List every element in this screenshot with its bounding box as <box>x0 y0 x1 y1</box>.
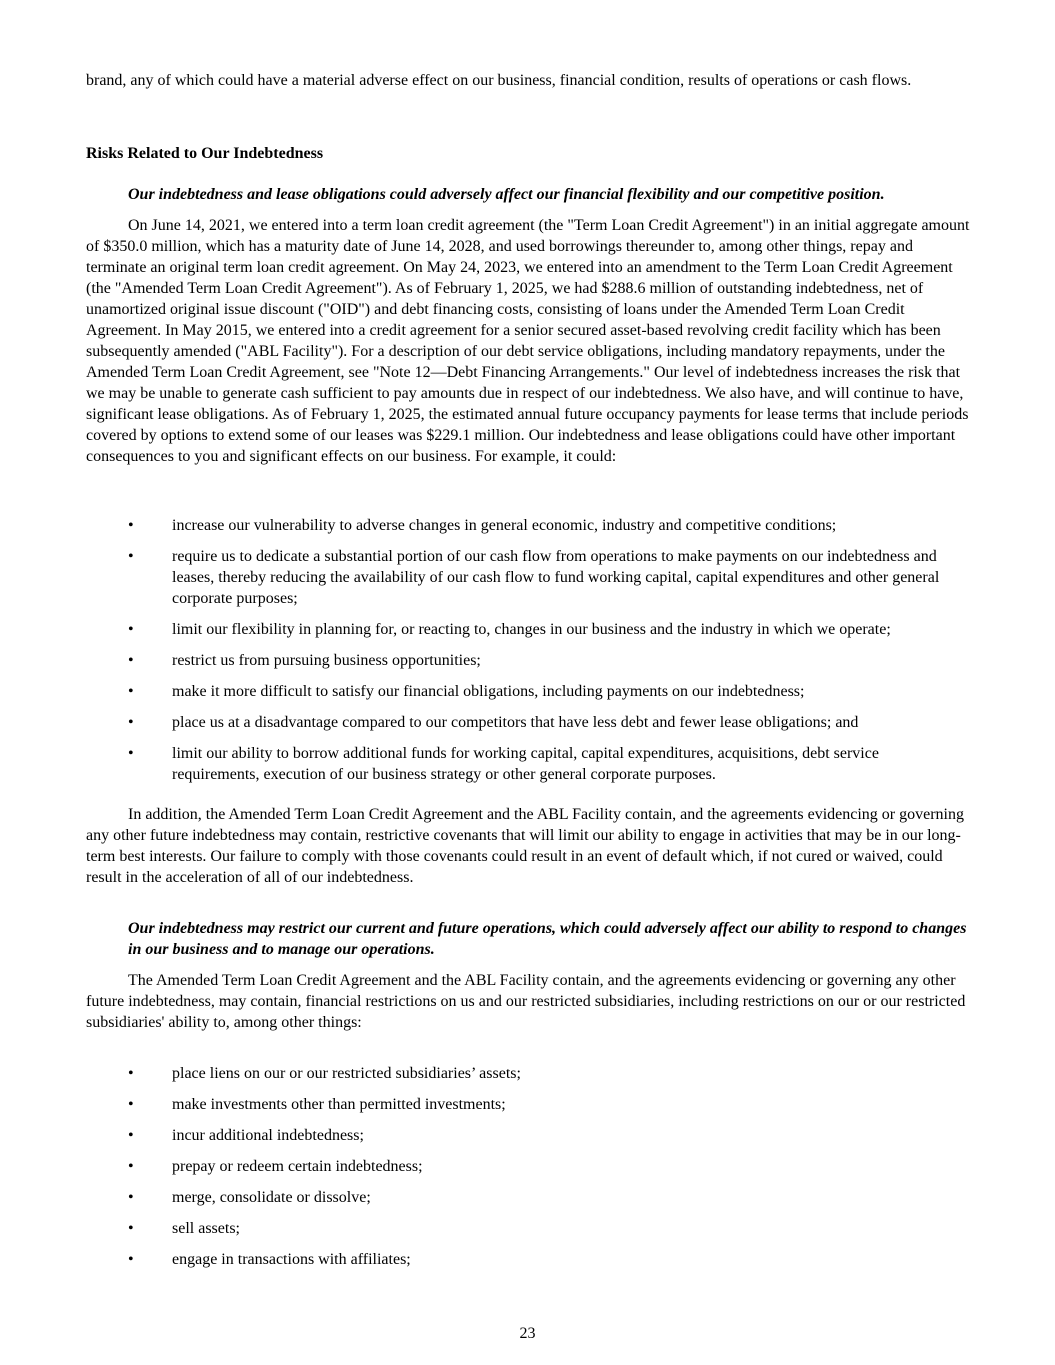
bullet-icon: • <box>128 1251 134 1268</box>
list-item <box>86 1156 970 1177</box>
risk2-bullet-list <box>86 1063 970 1280</box>
risk2-title: Our indebtedness may restrict our current and future operations, which could adversely affect our ability to respond to changes in our business and to manage our operations. <box>128 920 967 958</box>
list-item-text: engage in transactions with affiliates; <box>172 1251 411 1268</box>
risk1-paragraph1: On June 14, 2021, we entered into a term loan credit agreement (the "Term Loan Credit Agreement") in an initial aggregate amount of $350.0 million, which has a maturity date of June 14, 2028, and used borrowings thereunder to, among other things, repay and terminate an original term loan credit agreement. On May 24, 2023, we entered into an amendment to the Term Loan Credit Agreement (the "Amended Term Loan Credit Agreement"). As of February 1, 2025, we had $288.6 million of outstanding indebtedness, net of unamortized original issue discount ("OID") and debt financing costs, consisting of loans under the Amended Term Loan Credit Agreement. In May 2015, we entered into a credit agreement for a senior secured asset-based revolving credit facility which has been subsequently amended ("ABL Facility"). For a description of our debt service obligations, including mandatory repayments, under the Amended Term Loan Credit Agreement, see "Note 12—Debt Financing Arrangements." Our level of indebtedness increases the risk that we may be unable to generate cash sufficient to pay amounts due in respect of our indebtedness. We also have, and will continue to have, significant lease obligations. As of February 1, 2025, the estimated annual future occupancy payments for lease terms that include periods covered by options to extend some of our leases was $229.1 million. Our indebtedness and lease obligations could have other important consequences to you and significant effects on our business. For example, it could: <box>86 217 970 465</box>
list-item <box>86 619 970 640</box>
list-item-text: make it more difficult to satisfy our financial obligations, including payments on our indebtedness; <box>172 683 805 700</box>
list-item <box>86 1125 970 1146</box>
bullet-icon: • <box>128 1096 134 1113</box>
list-item <box>86 515 970 536</box>
section-heading: Risks Related to Our Indebtedness <box>86 145 324 162</box>
bullet-icon: • <box>128 621 134 638</box>
list-item-text: merge, consolidate or dissolve; <box>172 1189 371 1206</box>
bullet-icon: • <box>128 1065 134 1082</box>
list-item <box>86 1218 970 1239</box>
list-item <box>86 712 970 733</box>
bullet-icon: • <box>128 745 134 762</box>
bullet-icon: • <box>128 1127 134 1144</box>
list-item-text: place us at a disadvantage compared to our competitors that have less debt and fewer lease obligations; and <box>172 714 859 731</box>
risk1-paragraph2: In addition, the Amended Term Loan Credit Agreement and the ABL Facility contain, and the agreements evidencing or governing any other future indebtedness may contain, restrictive covenants that will limit our ability to engage in activities that may be in our long-term best interests. Our failure to comply with those covenants could result in an event of default which, if not cured or waived, could result in the acceleration of all of our indebtedness. <box>86 806 964 886</box>
list-item-text: require us to dedicate a substantial portion of our cash flow from operations to make payments on our indebtedness and leases, thereby reducing the availability of our cash flow to fund working capital, capital expenditures and other general corporate purposes; <box>172 548 940 607</box>
list-item-text: incur additional indebtedness; <box>172 1127 364 1144</box>
bullet-icon: • <box>128 714 134 731</box>
list-item-text: restrict us from pursuing business opportunities; <box>172 652 481 669</box>
list-item <box>86 1249 970 1270</box>
continuation-paragraph: brand, any of which could have a material adverse effect on our business, financial condition, results of operations or cash flows. <box>86 72 912 89</box>
bullet-icon: • <box>128 517 134 534</box>
list-item-text: sell assets; <box>172 1220 240 1237</box>
list-item <box>86 1094 970 1115</box>
list-item <box>86 546 970 609</box>
list-item-text: place liens on our or our restricted subsidiaries’ assets; <box>172 1065 521 1082</box>
list-item-text: limit our ability to borrow additional funds for working capital, capital expenditures, acquisitions, debt service requirements, execution of our business strategy or other general corporate purposes. <box>172 745 879 783</box>
list-item <box>86 1063 970 1084</box>
bullet-icon: • <box>128 652 134 669</box>
risk2-paragraph1: The Amended Term Loan Credit Agreement and the ABL Facility contain, and the agreements evidencing or governing any other future indebtedness, may contain, financial restrictions on us and our restricted subsidiaries, including restrictions on our or our restricted subsidiaries' ability to, among other things: <box>86 972 966 1031</box>
risk1-title: Our indebtedness and lease obligations could adversely affect our financial flexibility and our competitive position. <box>128 186 885 203</box>
list-item <box>86 681 970 702</box>
list-item-text: prepay or redeem certain indebtedness; <box>172 1158 423 1175</box>
list-item-text: increase our vulnerability to adverse changes in general economic, industry and competitive conditions; <box>172 517 837 534</box>
bullet-icon: • <box>128 548 134 565</box>
bullet-icon: • <box>128 1220 134 1237</box>
list-item-text: limit our flexibility in planning for, or reacting to, changes in our business and the industry in which we operate; <box>172 621 891 638</box>
bullet-icon: • <box>128 1189 134 1206</box>
list-item-text: make investments other than permitted investments; <box>172 1096 506 1113</box>
list-item <box>86 743 970 785</box>
page-number: 23 <box>519 1325 536 1342</box>
bullet-icon: • <box>128 1158 134 1175</box>
list-item <box>86 650 970 671</box>
risk1-bullet-list <box>86 515 970 795</box>
bullet-icon: • <box>128 683 134 700</box>
list-item <box>86 1187 970 1208</box>
